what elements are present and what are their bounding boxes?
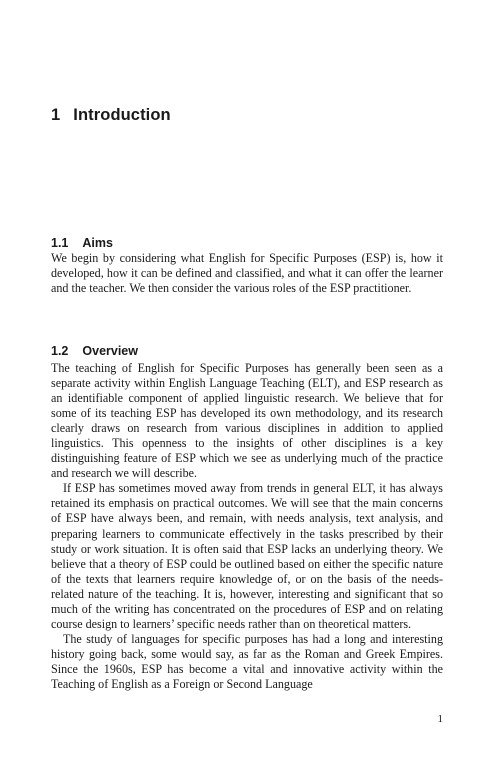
section-title: Aims bbox=[82, 236, 113, 251]
chapter-title bbox=[51, 106, 171, 125]
section-number: 1.1 bbox=[51, 236, 69, 251]
section-number: 1.2 bbox=[51, 344, 69, 359]
section-title: Overview bbox=[82, 344, 138, 359]
section-heading-aims bbox=[51, 236, 113, 250]
aims-body bbox=[51, 251, 443, 296]
overview-body bbox=[51, 361, 443, 692]
section-heading-overview bbox=[51, 344, 138, 358]
page-number: 1 bbox=[437, 713, 443, 725]
paragraph: The teaching of English for Specific Purposes has generally been seen as a separate activity within English Language Teaching (ELT), and ESP research as an identifiable component of applied linguistic research. We believe that for some of its teaching ESP has developed its own methodology, and its research clearly draws on research from various disciplines in addition to applied linguistics. This openness to the insights of other disciplines is a key distinguishing feature of ESP which we see as underlying much of the practice and research we will describe. bbox=[51, 361, 443, 481]
paragraph: We begin by considering what English for Specific Purposes (ESP) is, how it developed, how it can be defined and classified, and what it can offer the learner and the teacher. We then consider the various roles of the ESP practitioner. bbox=[51, 251, 443, 296]
paragraph: The study of languages for specific purposes has had a long and interesting history going back, some would say, as far as the Roman and Greek Empires. Since the 1960s, ESP has become a vital and innovative activity within the Teaching of English as a Foreign or Second Language bbox=[51, 631, 443, 691]
paragraph: If ESP has sometimes moved away from trends in general ELT, it has always retained its emphasis on practical outcomes. We will see that the main concerns of ESP have always been, and remain, with needs analysis, text analysis, and preparing learners to communicate effectively in the tasks prescribed by their study or work situation. It is often said that ESP lacks an underlying theory. We believe that a theory of ESP could be outlined based on either the specific nature of the texts that learners require knowledge of, or on the basis of the needs-related nature of the teaching. It is, however, interesting and significant that so much of the writing has concentrated on the procedures of ESP and on relating course design to learners’ specific needs rather than on theoretical matters. bbox=[51, 481, 443, 631]
chapter-number: 1 bbox=[51, 106, 61, 125]
chapter-title-text: Introduction bbox=[73, 106, 171, 125]
